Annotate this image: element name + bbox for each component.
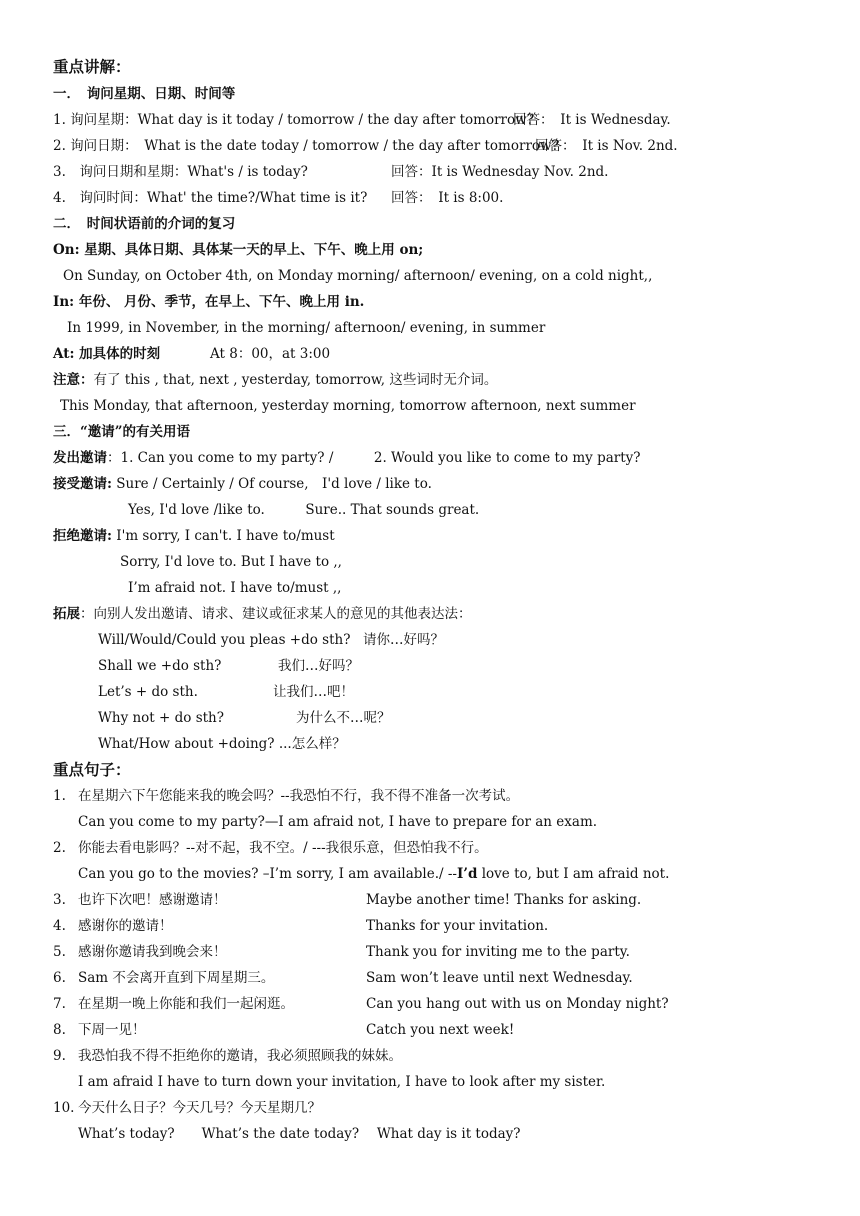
- sentence-6: [53, 969, 633, 987]
- extension-item: [98, 735, 346, 753]
- extension-line: [53, 605, 472, 623]
- extension-item-cn: 为什么不…呢？: [296, 710, 391, 726]
- send-invitation-label: 发出邀请: [53, 450, 107, 466]
- sentence-9-cn: 我恐怕我不得不拒绝你的邀请，我必须照顾我的妹妹。: [78, 1048, 402, 1064]
- sentence-10-en: What’s today? What’s the date today? What day is it today?: [78, 1126, 521, 1142]
- sentence-3: [53, 891, 642, 909]
- extension-item: [98, 657, 359, 675]
- accept-invitation-text: Sure / Certainly / Of course, I'd love / like to.: [111, 476, 432, 492]
- sentence-8-cn: 下周一见！: [78, 1022, 146, 1038]
- refuse-invitation-text: I'm sorry, I can't. I have to/must: [111, 528, 335, 544]
- refuse-invitation-text-3: I’m afraid not. I have to/must ,,: [128, 580, 342, 596]
- sentence-2-en-part-1: Can you go to the movies? –I’m sorry, I am available./ --: [78, 866, 457, 882]
- sentence-number: 4.: [53, 918, 66, 934]
- refuse-invitation-label: 拒绝邀请:: [53, 528, 112, 544]
- sentence-number: 1.: [53, 788, 66, 804]
- extension-item: [98, 709, 391, 727]
- answer-3-text: 回答：It is Wednesday Nov. 2nd.: [391, 164, 609, 180]
- sentence-8-en: Catch you next week!: [366, 1022, 515, 1038]
- send-invitation-text: ：1. Can you come to my party? / 2. Would you like to come to my party?: [107, 450, 641, 466]
- sentence-1-en: Can you come to my party?—I am afraid not, I have to prepare for an exam.: [78, 814, 598, 830]
- sentence-number: 2.: [53, 840, 66, 856]
- sentence-1-cn: 在星期六下午您能来我的晚会吗？--我恐怕不行，我不得不准备一次考试。: [78, 788, 520, 804]
- sentence-5-cn: 感谢你邀请我到晚会来！: [78, 944, 227, 960]
- heading-key-sentences: 重点句子：: [53, 760, 131, 779]
- sentence-10-cn: 今天什么日子？今天几号？今天星期几？: [78, 1100, 321, 1116]
- extension-item-cn: 让我们…吧！: [273, 684, 354, 700]
- question-1: [53, 111, 671, 129]
- sentence-4: [53, 917, 549, 935]
- sentence-number: 6.: [53, 970, 66, 986]
- question-3-text: 3. 询问日期和星期：What's / is today?: [53, 164, 308, 180]
- extension-item-en: Let’s + do sth.: [98, 684, 198, 700]
- sentence-6-en: Sam won’t leave until next Wednesday.: [366, 970, 633, 986]
- sentence-4-cn: 感谢你的邀请！: [78, 918, 173, 934]
- section-2-title: 二． 时间状语前的介词的复习: [53, 216, 236, 232]
- sentence-7-cn: 在星期一晚上你能和我们一起闲逛。: [78, 996, 294, 1012]
- note-line: [53, 371, 497, 389]
- accept-invitation-text-2: Yes, I'd love /like to. Sure.. That sounds great.: [128, 502, 480, 518]
- sentence-2-cn-line: [53, 839, 488, 857]
- question-4: [53, 189, 504, 207]
- extension-item: [98, 631, 444, 649]
- refuse-invitation-line: [53, 527, 335, 545]
- sentence-number: 9.: [53, 1048, 66, 1064]
- sentence-number: 3.: [53, 892, 66, 908]
- note-label: 注意：: [53, 372, 94, 388]
- at-rule: [53, 345, 331, 363]
- sentence-2-cn: 你能去看电影吗？--对不起，我不空。/ ---我很乐意，但恐怕我不行。: [78, 840, 488, 856]
- extension-item-cn: 我们…好吗？: [278, 658, 359, 674]
- extension-item-en: Will/Would/Could you pleas +do sth?: [98, 632, 351, 648]
- sentence-2-en-bold: I’d: [456, 866, 478, 882]
- sentence-6-cn: Sam 不会离开直到下周星期三。: [78, 970, 275, 986]
- note-text: 有了 this , that, next , yesterday, tomorrow, 这些词时无介词。: [93, 372, 498, 388]
- at-example: At 8：00，at 3:00: [210, 346, 331, 362]
- sentence-8: [53, 1021, 515, 1039]
- extension-item-cn: 请你…好吗？: [363, 632, 444, 648]
- on-example: On Sunday, on October 4th, on Monday morning/ afternoon/ evening, on a cold night,,: [63, 268, 653, 284]
- sentence-3-en: Maybe another time! Thanks for asking.: [366, 892, 642, 908]
- answer-2-text: 回答： It is Nov. 2nd.: [535, 138, 678, 154]
- sentence-5: [53, 943, 630, 961]
- in-example: In 1999, in November, in the morning/ afternoon/ evening, in summer: [67, 320, 546, 336]
- question-1-text: 1. 询问星期：What day is it today / tomorrow / the day after tomorrow?: [53, 112, 534, 128]
- accept-invitation-line: [53, 475, 432, 493]
- sentence-9-cn-line: [53, 1047, 402, 1065]
- extension-item-en: Why not + do sth?: [98, 710, 224, 726]
- at-rule-text: At: 加具体的时刻: [53, 346, 161, 362]
- on-rule: On: 星期、具体日期、具体某一天的早上、下午、晚上用 on;: [53, 242, 424, 258]
- sentence-10-cn-line: [53, 1099, 321, 1117]
- question-3: [53, 163, 609, 181]
- sentence-number: 7.: [53, 996, 66, 1012]
- extension-text: ：向别人发出邀请、请求、建议或征求某人的意见的其他表达法：: [80, 606, 472, 622]
- note-example: This Monday, that afternoon, yesterday morning, tomorrow afternoon, next summer: [60, 398, 636, 414]
- sentence-2-en: [78, 865, 669, 883]
- extension-item-en: What/How about +doing? ...怎么样？: [98, 736, 346, 752]
- send-invitation-line: [53, 449, 641, 467]
- sentence-1-cn-line: [53, 787, 520, 805]
- heading-key-points: 重点讲解：: [53, 57, 131, 76]
- section-1-title: 一． 询问星期、日期、时间等: [53, 86, 236, 102]
- answer-1-text: 回答： It is Wednesday.: [513, 112, 671, 128]
- sentence-number: 8.: [53, 1022, 66, 1038]
- sentence-number: 5.: [53, 944, 66, 960]
- sentence-2-en-part-3: love to, but I am afraid not.: [477, 866, 670, 882]
- accept-invitation-label: 接受邀请:: [53, 476, 112, 492]
- extension-item: [98, 683, 354, 701]
- section-3-title: 三．“邀请”的有关用语: [53, 424, 191, 440]
- question-2-text: 2. 询问日期： What is the date today / tomorrow / the day after tomorrow?: [53, 138, 559, 154]
- in-rule: In: 年份、 月份、季节，在早上、下午、晚上用 in.: [53, 294, 365, 310]
- question-4-text: 4. 询问时间：What' the time?/What time is it?: [53, 190, 368, 206]
- extension-item-en: Shall we +do sth?: [98, 658, 222, 674]
- extension-label: 拓展: [53, 606, 80, 622]
- sentence-7-en: Can you hang out with us on Monday night?: [366, 996, 669, 1012]
- question-2: [53, 137, 678, 155]
- sentence-number: 10.: [53, 1100, 75, 1116]
- sentence-3-cn: 也许下次吧！感谢邀请！: [78, 892, 227, 908]
- sentence-5-en: Thank you for inviting me to the party.: [366, 944, 630, 960]
- sentence-7: [53, 995, 669, 1013]
- sentence-4-en: Thanks for your invitation.: [366, 918, 549, 934]
- refuse-invitation-text-2: Sorry, I'd love to. But I have to ,,: [120, 554, 342, 570]
- answer-4-text: 回答： It is 8:00.: [391, 190, 504, 206]
- sentence-9-en: I am afraid I have to turn down your invitation, I have to look after my sister.: [78, 1074, 606, 1090]
